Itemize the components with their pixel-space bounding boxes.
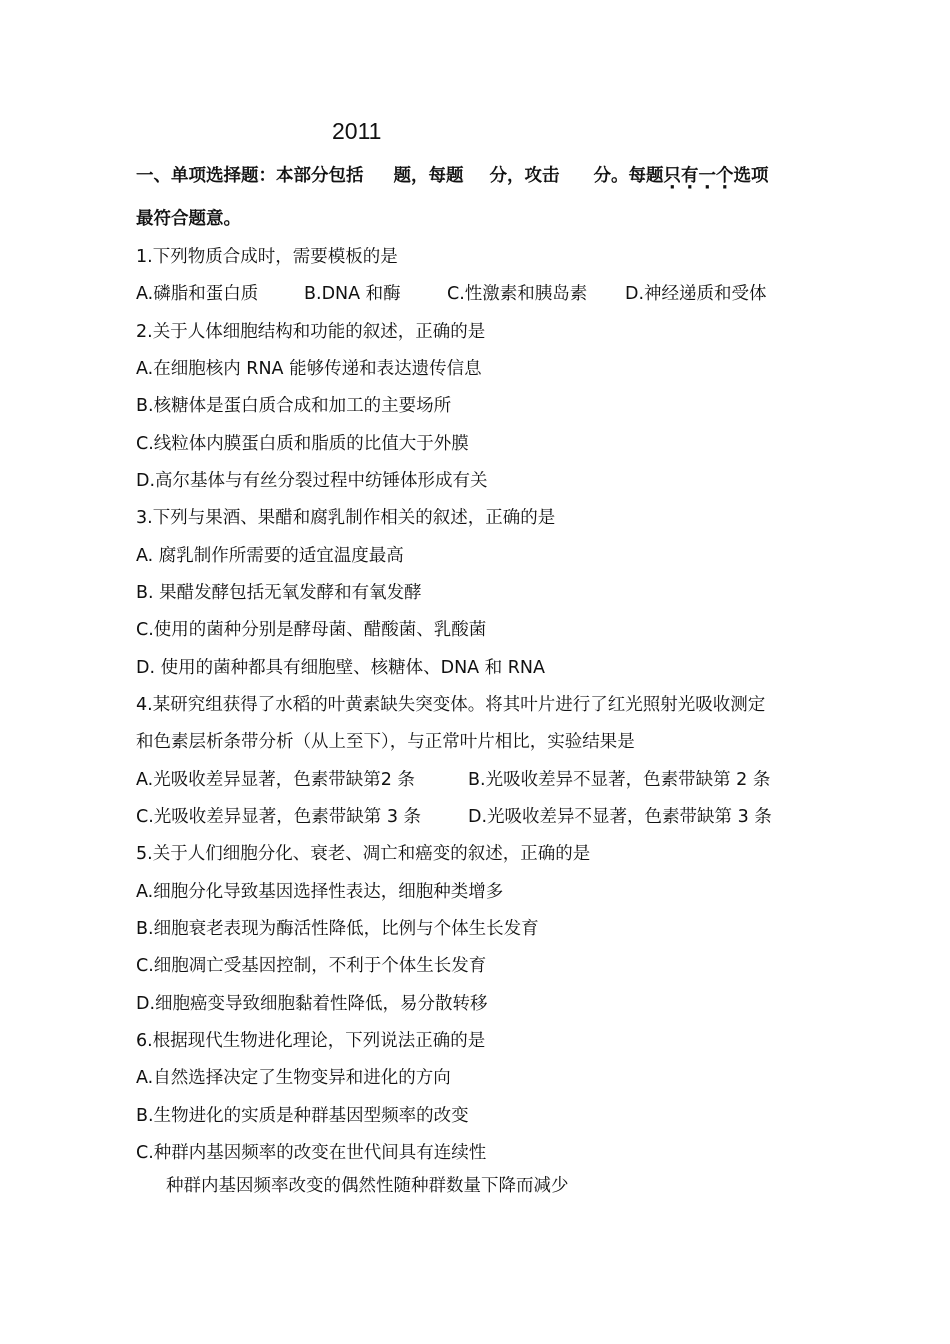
q5-stem: 5.关于人们细胞分化、衰老、凋亡和癌变的叙述，正确的是 [136,844,591,864]
q5-option-c: C.细胞凋亡受基因控制，不利于个体生长发育 [136,956,487,976]
section-heading-part-1: 一、单项选择题：本部分包括 [136,166,364,186]
q3-option-d: D. 使用的菌种都具有细胞壁、核糖体、DNA 和 RNA [136,658,545,678]
section-heading-line-2: 最符合题意。 [136,209,241,229]
q2-option-a: A.在细胞核内 RNA 能够传递和表达遗传信息 [136,359,482,379]
q6-stem: 6.根据现代生物进化理论，下列说法正确的是 [136,1031,486,1051]
q3-option-b: B. 果醋发酵包括无氧发酵和有氧发酵 [136,583,422,603]
q6-option-a: A.自然选择决定了生物变异和进化的方向 [136,1068,451,1088]
q6-option-b: B.生物进化的实质是种群基因型频率的改变 [136,1106,469,1126]
q3-option-a: A. 腐乳制作所需要的适宜温度最高 [136,546,404,566]
q3-option-c: C.使用的菌种分别是酵母菌、醋酸菌、乳酸菌 [136,620,487,640]
q6-option-d: 种群内基因频率改变的偶然性随种群数量下降而减少 [166,1176,569,1196]
emphasis-char-1: 只 [663,166,681,186]
q4-options-row-1 [136,768,770,792]
q1-options [136,282,767,306]
q1-option-a: A.磷脂和蛋白质 [136,284,259,304]
q4-option-d: D.光吸收差异不显著，色素带缺第 3 条 [468,807,772,827]
q1-stem: 1.下列物质合成时，需要模板的是 [136,247,398,267]
q5-option-d: D.细胞癌变导致细胞黏着性降低，易分散转移 [136,994,488,1014]
q4-stem-line-1: 4.某研究组获得了水稻的叶黄素缺失突变体。将其叶片进行了红光照射光吸收测定 [136,695,766,715]
q2-stem: 2.关于人体细胞结构和功能的叙述，正确的是 [136,322,486,342]
emphasis-char-3: 一 [698,166,716,186]
section-heading-part-2: 题，每题 [393,166,464,186]
q2-option-b: B.核糖体是蛋白质合成和加工的主要场所 [136,396,452,416]
section-heading [136,164,769,188]
q1-option-b: B.DNA 和酶 [304,284,401,304]
q1-option-d: D.神经递质和受体 [625,284,767,304]
q4-options-row-2 [136,805,772,829]
q5-option-a: A.细胞分化导致基因选择性表达，细胞种类增多 [136,882,504,902]
q4-option-b: B.光吸收差异不显著，色素带缺第 2 条 [468,770,771,790]
section-heading-part-4: 分。每题 [593,166,664,186]
exam-year: 2011 [332,118,382,144]
q3-stem: 3.下列与果酒、果醋和腐乳制作相关的叙述，正确的是 [136,508,556,528]
q2-option-d: D.高尔基体与有丝分裂过程中纺锤体形成有关 [136,471,488,491]
section-heading-part-5: 选项 [733,166,769,186]
q1-option-c: C.性激素和胰岛素 [447,284,588,304]
q5-option-b: B.细胞衰老表现为酶活性降低，比例与个体生长发育 [136,919,539,939]
emphasis-char-4: 个 [716,166,734,186]
q2-option-c: C.线粒体内膜蛋白质和脂质的比值大于外膜 [136,434,469,454]
q4-option-c: C.光吸收差异显著，色素带缺第 3 条 [136,807,422,827]
section-heading-part-3: 分，攻击 [489,166,560,186]
emphasis-char-2: 有 [681,166,699,186]
q6-option-c: C.种群内基因频率的改变在世代间具有连续性 [136,1143,487,1163]
q4-stem-line-2: 和色素层析条带分析（从上至下），与正常叶片相比，实验结果是 [136,732,635,752]
q4-option-a: A.光吸收差异显著，色素带缺第2 条 [136,770,415,790]
